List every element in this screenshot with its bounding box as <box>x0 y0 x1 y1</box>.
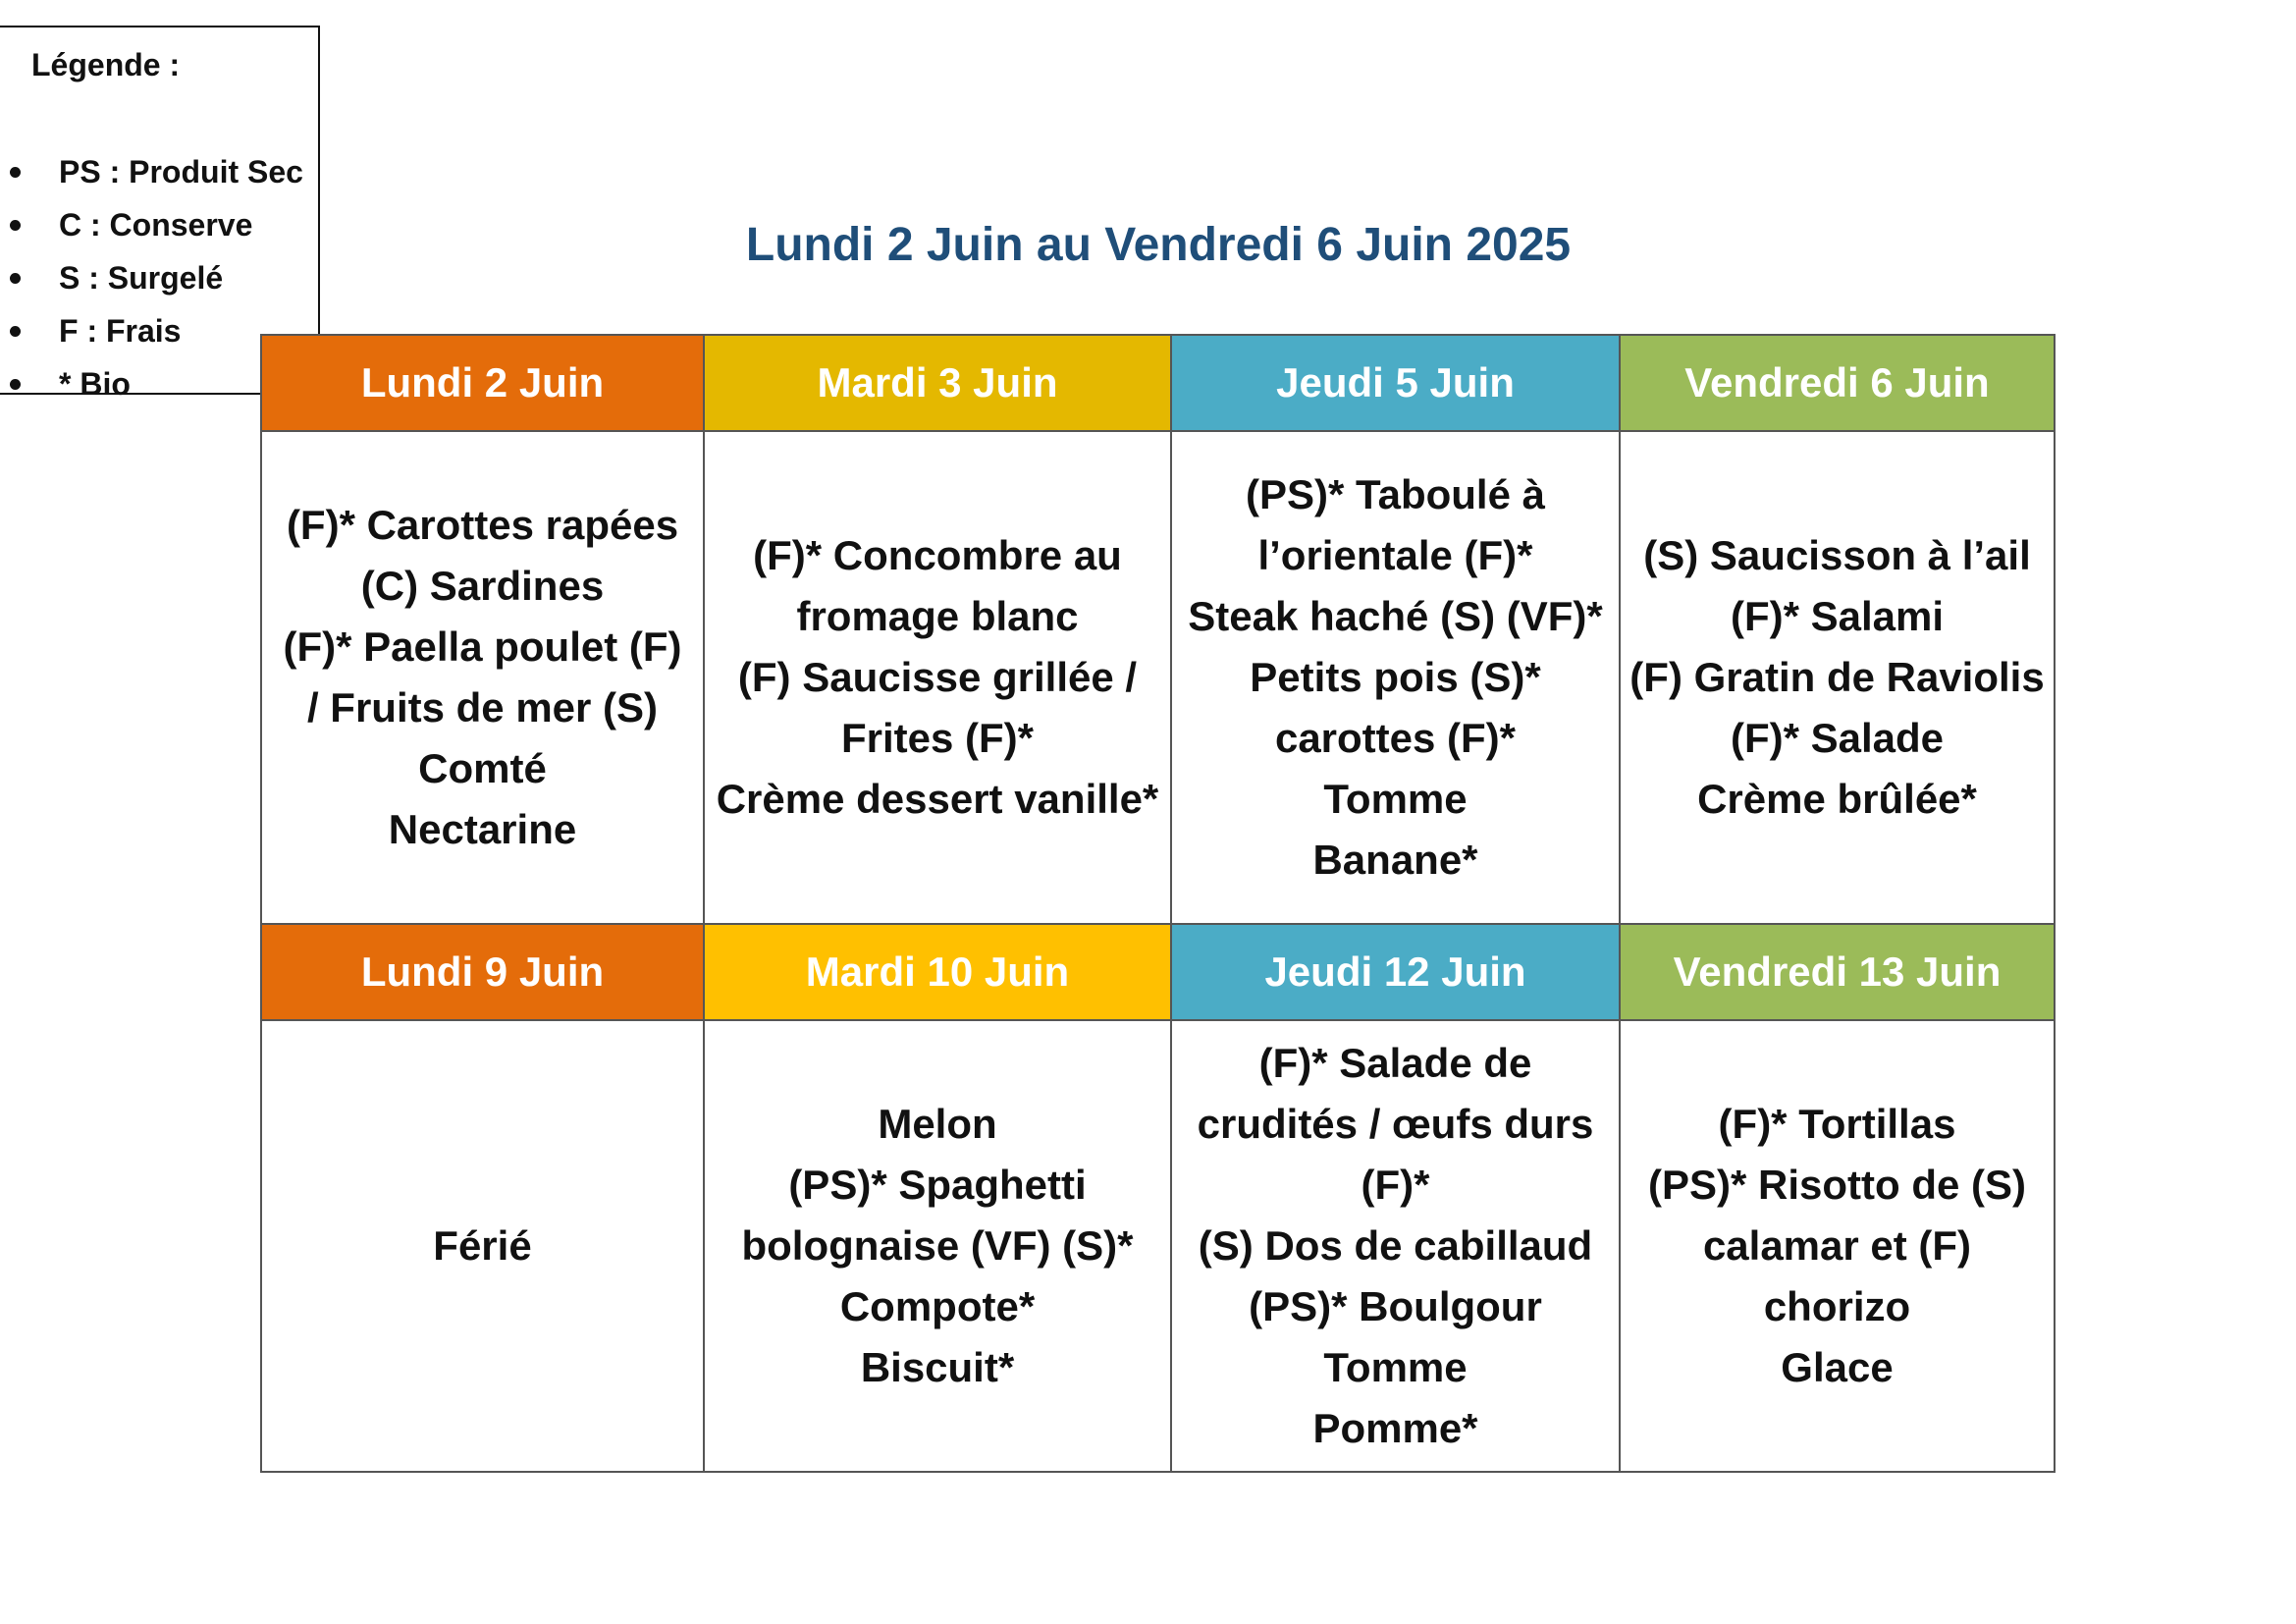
menu-line: Nectarine <box>388 806 577 852</box>
menu-line: (PS)* Risotto de (S) <box>1648 1162 2026 1208</box>
page-title: Lundi 2 Juin au Vendredi 6 Juin 2025 <box>745 219 1572 271</box>
legend-item <box>0 304 303 357</box>
day-header-row <box>261 335 2055 431</box>
menu-cell-friday <box>1620 1020 2055 1472</box>
legend-item-label: PS : Produit Sec <box>59 154 303 189</box>
menu-line: Pomme* <box>1312 1405 1478 1451</box>
menu-line: Tomme <box>1323 1344 1468 1390</box>
menu-cell-thursday <box>1171 431 1620 924</box>
menu-row <box>261 431 2055 924</box>
legend-item <box>0 251 303 304</box>
legend-item <box>0 145 303 198</box>
menu-line: calamar et (F) <box>1702 1222 1972 1269</box>
menu-line: l’orientale (F)* <box>1257 532 1533 578</box>
bullet-icon <box>10 167 21 178</box>
menu-line: Glace <box>1781 1344 1894 1390</box>
day-header-thursday: Jeudi 5 Juin <box>1171 335 1620 431</box>
menu-line: Crème brûlée* <box>1697 776 1977 822</box>
menu-line: Comté <box>418 745 547 791</box>
legend-item-label: C : Conserve <box>59 207 253 243</box>
menu-cell-tuesday <box>704 1020 1171 1472</box>
menu-line: Melon <box>878 1101 997 1147</box>
menu-line: Frites (F)* <box>840 715 1034 761</box>
menu-cell-thursday <box>1171 1020 1620 1472</box>
menu-line: crudités / œufs durs <box>1197 1101 1594 1147</box>
menu-line: Biscuit* <box>860 1344 1015 1390</box>
day-header-friday: Vendredi 6 Juin <box>1620 335 2055 431</box>
menu-line: fromage blanc <box>796 593 1079 639</box>
menu-line: carottes (F)* <box>1274 715 1517 761</box>
menu-line: (F)* <box>1361 1162 1430 1208</box>
menu-line: (F)* Paella poulet (F) <box>283 623 682 670</box>
legend-item-label: S : Surgelé <box>59 260 224 296</box>
menu-line: (F)* Salade <box>1730 715 1945 761</box>
legend-item <box>0 198 303 251</box>
menu-line: (S) Dos de cabillaud <box>1198 1222 1593 1269</box>
legend-list <box>0 145 303 410</box>
menu-table <box>260 334 2056 1473</box>
menu-line: / Fruits de mer (S) <box>306 684 659 731</box>
menu-line: Steak haché (S) (VF)* <box>1188 593 1603 639</box>
menu-line: (F)* Salami <box>1730 593 1945 639</box>
menu-line: Compote* <box>839 1283 1036 1329</box>
menu-cell-monday <box>261 1020 704 1472</box>
menu-line: (F) Saucisse grillée / <box>737 654 1138 700</box>
menu-cell-tuesday <box>704 431 1171 924</box>
day-header-thursday: Jeudi 12 Juin <box>1171 924 1620 1020</box>
day-header-monday: Lundi 2 Juin <box>261 335 704 431</box>
bullet-icon <box>10 379 21 390</box>
day-header-tuesday: Mardi 3 Juin <box>704 335 1171 431</box>
menu-line: (F)* Tortillas <box>1718 1101 1956 1147</box>
day-header-friday: Vendredi 13 Juin <box>1620 924 2055 1020</box>
menu-line: Petits pois (S)* <box>1250 654 1541 700</box>
menu-line: Férié <box>433 1222 532 1269</box>
day-header-monday: Lundi 9 Juin <box>261 924 704 1020</box>
menu-line: (F)* Salade de <box>1258 1040 1532 1086</box>
menu-line: (F) Gratin de Raviolis <box>1629 654 2045 700</box>
bullet-icon <box>10 220 21 231</box>
menu-line: chorizo <box>1763 1283 1911 1329</box>
menu-line: (PS)* Taboulé à <box>1246 471 1545 517</box>
menu-cell-monday <box>261 431 704 924</box>
menu-line: (F)* Carottes rapées <box>286 502 679 548</box>
menu-row <box>261 1020 2055 1472</box>
menu-line: (PS)* Spaghetti <box>788 1162 1087 1208</box>
legend-title: Légende : <box>31 47 181 82</box>
bullet-icon <box>10 326 21 337</box>
bullet-icon <box>10 273 21 284</box>
menu-cell-friday <box>1620 431 2055 924</box>
menu-line: (C) Sardines <box>360 563 605 609</box>
legend-item-label: F : Frais <box>59 313 182 349</box>
menu-line: (S) Saucisson à l’ail <box>1643 532 2031 578</box>
menu-line: (PS)* Boulgour <box>1249 1283 1542 1329</box>
legend-item-label: * Bio <box>59 366 131 402</box>
menu-line: bolognaise (VF) (S)* <box>741 1222 1134 1269</box>
legend-item <box>0 357 303 410</box>
menu-line: (F)* Concombre au <box>753 532 1122 578</box>
day-header-row <box>261 924 2055 1020</box>
menu-line: Tomme <box>1323 776 1468 822</box>
menu-line: Banane* <box>1312 837 1478 883</box>
menu-line: Crème dessert vanille* <box>716 776 1159 822</box>
day-header-tuesday: Mardi 10 Juin <box>704 924 1171 1020</box>
